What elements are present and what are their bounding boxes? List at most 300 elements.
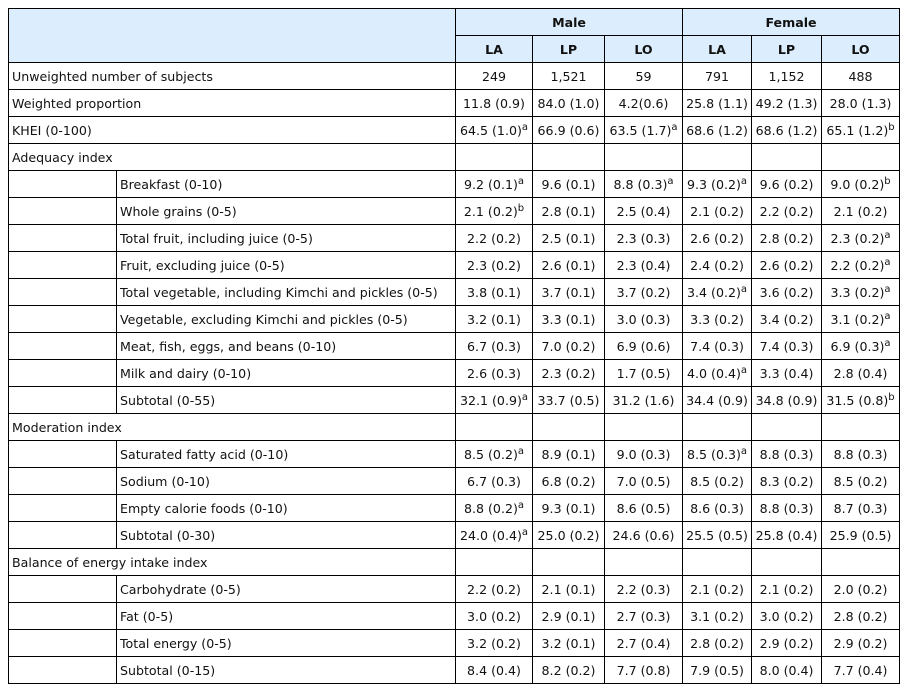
- value-cell: [822, 144, 900, 171]
- indent-cell: [9, 495, 117, 522]
- cell-value: 7.0 (0.2): [541, 338, 596, 354]
- cell-value: 65.1 (1.2): [826, 122, 889, 138]
- cell-value: 8.6 (0.3): [690, 500, 744, 516]
- significance-superscript: a: [517, 175, 525, 187]
- value-cell: [605, 225, 683, 252]
- value-cell: [683, 549, 752, 576]
- value-cell: [456, 522, 533, 549]
- cell-value: 2.3 (0.3): [616, 230, 671, 246]
- cell-value: 3.0 (0.2): [467, 608, 521, 624]
- cell-value: 2.2 (0.2): [467, 230, 521, 246]
- value-cell: [605, 387, 683, 414]
- significance-superscript: a: [740, 175, 748, 187]
- value-cell: [822, 549, 900, 576]
- value-cell: [683, 387, 752, 414]
- cell-value: 4.2(0.6): [618, 95, 669, 111]
- value-cell: [533, 549, 605, 576]
- value-cell: [822, 198, 900, 225]
- value-cell: [752, 306, 822, 333]
- cell-value: 1,521: [550, 68, 587, 84]
- cell-value: 1.7 (0.5): [616, 365, 671, 381]
- value-cell: [683, 441, 752, 468]
- cell-value: 3.1 (0.2): [690, 608, 744, 624]
- section-label: Adequacy index: [9, 144, 456, 171]
- cell-value: 8.8 (0.3): [759, 446, 814, 462]
- value-cell: [456, 387, 533, 414]
- value-cell: [456, 549, 533, 576]
- row-label: KHEI (0-100): [9, 117, 456, 144]
- value-cell: [683, 468, 752, 495]
- cell-value: 2.8 (0.2): [690, 635, 744, 651]
- cell-value: 7.4 (0.3): [690, 338, 744, 354]
- cell-value: 3.2 (0.1): [541, 635, 596, 651]
- table-row: [9, 576, 900, 603]
- significance-superscript: b: [517, 202, 525, 214]
- header-female-lp: LP: [752, 36, 822, 63]
- cell-value: 9.0 (0.2): [830, 176, 885, 192]
- cell-value: 2.2 (0.3): [616, 581, 671, 597]
- significance-superscript: a: [667, 175, 674, 187]
- cell-value: 3.3 (0.4): [759, 365, 814, 381]
- value-cell: [605, 171, 683, 198]
- row-label: Vegetable, excluding Kimchi and pickles (0-5): [117, 306, 456, 333]
- value-cell: [822, 360, 900, 387]
- cell-value: 791: [704, 68, 730, 84]
- indent-cell: [9, 306, 117, 333]
- value-cell: [533, 63, 605, 90]
- indent-cell: [9, 522, 117, 549]
- section-row: [9, 414, 900, 441]
- table-row: [9, 603, 900, 630]
- value-cell: [605, 198, 683, 225]
- value-cell: [533, 657, 605, 684]
- value-cell: [752, 333, 822, 360]
- value-cell: [822, 468, 900, 495]
- cell-value: 249: [481, 68, 507, 84]
- value-cell: [752, 576, 822, 603]
- value-cell: [752, 630, 822, 657]
- row-label: Subtotal (0-30): [117, 522, 456, 549]
- row-label: Whole grains (0-5): [117, 198, 456, 225]
- value-cell: [822, 279, 900, 306]
- value-cell: [752, 144, 822, 171]
- cell-value: 66.9 (0.6): [537, 122, 600, 138]
- value-cell: [605, 360, 683, 387]
- cell-value: 2.0 (0.2): [833, 581, 888, 597]
- cell-value: 2.3 (0.2): [467, 257, 521, 273]
- cell-value: 2.8 (0.4): [833, 365, 888, 381]
- row-label: Unweighted number of subjects: [9, 63, 456, 90]
- cell-value: 6.7 (0.3): [467, 473, 521, 489]
- value-cell: [533, 252, 605, 279]
- cell-value: 2.9 (0.2): [833, 635, 888, 651]
- value-cell: [752, 63, 822, 90]
- table-row: [9, 441, 900, 468]
- cell-value: 2.1 (0.1): [541, 581, 596, 597]
- cell-value: 25.0 (0.2): [537, 527, 600, 543]
- value-cell: [456, 657, 533, 684]
- value-cell: [533, 144, 605, 171]
- value-cell: [752, 468, 822, 495]
- row-label: Subtotal (0-55): [117, 387, 456, 414]
- value-cell: [752, 387, 822, 414]
- value-cell: [683, 90, 752, 117]
- value-cell: [683, 657, 752, 684]
- value-cell: [752, 252, 822, 279]
- cell-value: 8.6 (0.5): [616, 500, 671, 516]
- value-cell: [456, 630, 533, 657]
- value-cell: [822, 90, 900, 117]
- cell-value: 7.9 (0.5): [690, 662, 744, 678]
- indent-cell: [9, 171, 117, 198]
- value-cell: [822, 63, 900, 90]
- cell-value: 3.7 (0.1): [541, 284, 596, 300]
- row-label: Meat, fish, eggs, and beans (0-10): [117, 333, 456, 360]
- value-cell: [456, 225, 533, 252]
- value-cell: [533, 441, 605, 468]
- cell-value: 3.3 (0.1): [541, 311, 596, 327]
- value-cell: [605, 117, 683, 144]
- significance-superscript: a: [521, 391, 529, 403]
- value-cell: [683, 630, 752, 657]
- table-row: [9, 333, 900, 360]
- cell-value: 2.9 (0.2): [759, 635, 814, 651]
- cell-value: 24.6 (0.6): [612, 527, 675, 543]
- cell-value: 3.2 (0.2): [467, 635, 521, 651]
- cell-value: 34.8 (0.9): [755, 392, 818, 408]
- value-cell: [533, 495, 605, 522]
- cell-value: 8.7 (0.3): [833, 500, 888, 516]
- cell-value: 9.6 (0.2): [759, 176, 814, 192]
- cell-value: 84.0 (1.0): [537, 95, 600, 111]
- cell-value: 6.7 (0.3): [467, 338, 521, 354]
- value-cell: [822, 306, 900, 333]
- cell-value: 2.1 (0.2): [833, 203, 888, 219]
- cell-value: 64.5 (1.0): [459, 122, 522, 138]
- value-cell: [752, 414, 822, 441]
- row-label: Total vegetable, including Kimchi and pickles (0-5): [117, 279, 456, 306]
- value-cell: [456, 252, 533, 279]
- cell-value: 6.8 (0.2): [541, 473, 596, 489]
- table-row: [9, 171, 900, 198]
- value-cell: [752, 522, 822, 549]
- value-cell: [605, 630, 683, 657]
- value-cell: [456, 414, 533, 441]
- cell-value: 8.8 (0.3): [759, 500, 814, 516]
- cell-value: 3.0 (0.2): [759, 608, 814, 624]
- table-row: [9, 468, 900, 495]
- value-cell: [822, 333, 900, 360]
- table-row: [9, 360, 900, 387]
- indent-cell: [9, 225, 117, 252]
- cell-value: 2.7 (0.4): [616, 635, 671, 651]
- value-cell: [683, 198, 752, 225]
- value-cell: [822, 252, 900, 279]
- cell-value: 2.7 (0.3): [616, 608, 671, 624]
- table-row: [9, 306, 900, 333]
- value-cell: [683, 252, 752, 279]
- indent-cell: [9, 441, 117, 468]
- value-cell: [533, 279, 605, 306]
- value-cell: [605, 468, 683, 495]
- value-cell: [605, 576, 683, 603]
- header-female-lo: LO: [822, 36, 900, 63]
- indent-cell: [9, 630, 117, 657]
- cell-value: 3.3 (0.2): [690, 311, 744, 327]
- cell-value: 2.2 (0.2): [830, 257, 885, 273]
- cell-value: 25.8 (1.1): [686, 95, 748, 111]
- cell-value: 7.7 (0.8): [616, 662, 671, 678]
- cell-value: 7.0 (0.5): [616, 473, 671, 489]
- cell-value: 3.6 (0.2): [759, 284, 814, 300]
- indent-cell: [9, 657, 117, 684]
- cell-value: 8.4 (0.4): [467, 662, 521, 678]
- row-label: Sodium (0-10): [117, 468, 456, 495]
- value-cell: [533, 225, 605, 252]
- indent-cell: [9, 198, 117, 225]
- cell-value: 2.8 (0.2): [833, 608, 888, 624]
- value-cell: [752, 279, 822, 306]
- value-cell: [822, 657, 900, 684]
- value-cell: [683, 603, 752, 630]
- cell-value: 63.5 (1.7): [609, 122, 672, 138]
- table-row: [9, 90, 900, 117]
- value-cell: [822, 387, 900, 414]
- value-cell: [822, 171, 900, 198]
- significance-superscript: a: [884, 310, 891, 322]
- significance-superscript: b: [888, 121, 895, 133]
- cell-value: 8.2 (0.2): [541, 662, 596, 678]
- row-label: Weighted proportion: [9, 90, 456, 117]
- value-cell: [533, 576, 605, 603]
- header-male-lo: LO: [605, 36, 683, 63]
- cell-value: 31.2 (1.6): [612, 392, 675, 408]
- table-row: [9, 657, 900, 684]
- table-body: [9, 63, 900, 684]
- cell-value: 3.7 (0.2): [616, 284, 671, 300]
- cell-value: 8.5 (0.2): [690, 473, 744, 489]
- cell-value: 2.4 (0.2): [690, 257, 744, 273]
- cell-value: 2.6 (0.3): [467, 365, 521, 381]
- row-label: Saturated fatty acid (0-10): [117, 441, 456, 468]
- significance-superscript: a: [740, 364, 748, 376]
- cell-value: 2.5 (0.4): [616, 203, 671, 219]
- cell-value: 9.2 (0.1): [463, 176, 518, 192]
- value-cell: [456, 360, 533, 387]
- cell-value: 2.3 (0.4): [616, 257, 671, 273]
- value-cell: [605, 306, 683, 333]
- value-cell: [822, 414, 900, 441]
- cell-value: 2.1 (0.2): [759, 581, 814, 597]
- value-cell: [683, 360, 752, 387]
- value-cell: [533, 522, 605, 549]
- value-cell: [822, 117, 900, 144]
- indent-cell: [9, 576, 117, 603]
- value-cell: [752, 90, 822, 117]
- value-cell: [605, 252, 683, 279]
- value-cell: [456, 117, 533, 144]
- value-cell: [683, 333, 752, 360]
- value-cell: [605, 549, 683, 576]
- cell-value: 8.0 (0.4): [759, 662, 814, 678]
- significance-superscript: b: [888, 391, 895, 403]
- row-label: Fat (0-5): [117, 603, 456, 630]
- cell-value: 2.9 (0.1): [541, 608, 596, 624]
- significance-superscript: a: [740, 445, 748, 457]
- cell-value: 3.8 (0.1): [467, 284, 521, 300]
- cell-value: 31.5 (0.8): [826, 392, 889, 408]
- value-cell: [533, 603, 605, 630]
- cell-value: 2.1 (0.2): [463, 203, 518, 219]
- value-cell: [605, 63, 683, 90]
- cell-value: 9.0 (0.3): [616, 446, 671, 462]
- cell-value: 2.6 (0.2): [759, 257, 814, 273]
- value-cell: [683, 306, 752, 333]
- cell-value: 8.8 (0.3): [833, 446, 888, 462]
- cell-value: 8.8 (0.2): [463, 500, 518, 516]
- value-cell: [605, 144, 683, 171]
- significance-superscript: a: [521, 121, 529, 133]
- indent-cell: [9, 279, 117, 306]
- cell-value: 11.8 (0.9): [463, 95, 525, 111]
- value-cell: [605, 414, 683, 441]
- value-cell: [683, 63, 752, 90]
- value-cell: [533, 117, 605, 144]
- cell-value: 9.3 (0.1): [541, 500, 596, 516]
- cell-value: 49.2 (1.3): [755, 95, 818, 111]
- value-cell: [683, 144, 752, 171]
- value-cell: [533, 414, 605, 441]
- header-male-lp: LP: [533, 36, 605, 63]
- value-cell: [752, 360, 822, 387]
- table-row: [9, 63, 900, 90]
- header-group-male: Male: [456, 9, 683, 36]
- value-cell: [533, 630, 605, 657]
- header-female-la: LA: [683, 36, 752, 63]
- value-cell: [533, 171, 605, 198]
- row-label: Carbohydrate (0-5): [117, 576, 456, 603]
- cell-value: 28.0 (1.3): [829, 95, 892, 111]
- cell-value: 488: [848, 68, 873, 84]
- cell-value: 8.9 (0.1): [541, 446, 596, 462]
- indent-cell: [9, 603, 117, 630]
- cell-value: 6.9 (0.6): [616, 338, 671, 354]
- section-row: [9, 549, 900, 576]
- row-label: Fruit, excluding juice (0-5): [117, 252, 456, 279]
- value-cell: [456, 306, 533, 333]
- cell-value: 8.5 (0.3): [687, 446, 741, 462]
- row-label: Milk and dairy (0-10): [117, 360, 456, 387]
- value-cell: [533, 90, 605, 117]
- cell-value: 33.7 (0.5): [537, 392, 600, 408]
- value-cell: [456, 63, 533, 90]
- value-cell: [605, 333, 683, 360]
- value-cell: [456, 333, 533, 360]
- value-cell: [605, 495, 683, 522]
- value-cell: [533, 198, 605, 225]
- value-cell: [456, 198, 533, 225]
- table-row: [9, 279, 900, 306]
- value-cell: [683, 225, 752, 252]
- significance-superscript: a: [884, 283, 891, 295]
- cell-value: 6.9 (0.3): [830, 338, 885, 354]
- indent-cell: [9, 360, 117, 387]
- value-cell: [752, 657, 822, 684]
- value-cell: [533, 468, 605, 495]
- significance-superscript: a: [884, 256, 891, 268]
- value-cell: [605, 90, 683, 117]
- value-cell: [822, 225, 900, 252]
- header-male-la: LA: [456, 36, 533, 63]
- cell-value: 2.6 (0.2): [690, 230, 744, 246]
- table-row: [9, 198, 900, 225]
- value-cell: [683, 171, 752, 198]
- value-cell: [533, 333, 605, 360]
- value-cell: [822, 495, 900, 522]
- header-corner-cell: [9, 9, 456, 63]
- value-cell: [456, 90, 533, 117]
- significance-superscript: a: [740, 283, 748, 295]
- cell-value: 2.3 (0.2): [830, 230, 885, 246]
- value-cell: [533, 360, 605, 387]
- table-row: [9, 117, 900, 144]
- value-cell: [822, 522, 900, 549]
- cell-value: 59: [635, 68, 652, 84]
- row-label: Subtotal (0-15): [117, 657, 456, 684]
- value-cell: [456, 495, 533, 522]
- value-cell: [683, 414, 752, 441]
- cell-value: 2.2 (0.2): [759, 203, 814, 219]
- table-row: [9, 225, 900, 252]
- indent-cell: [9, 468, 117, 495]
- value-cell: [605, 603, 683, 630]
- table-header: [9, 9, 900, 63]
- value-cell: [533, 306, 605, 333]
- value-cell: [752, 495, 822, 522]
- row-label: Total fruit, including juice (0-5): [117, 225, 456, 252]
- value-cell: [822, 603, 900, 630]
- table-row: [9, 252, 900, 279]
- significance-superscript: a: [884, 337, 891, 349]
- cell-value: 2.6 (0.1): [541, 257, 596, 273]
- value-cell: [752, 549, 822, 576]
- cell-value: 4.0 (0.4): [687, 365, 741, 381]
- significance-superscript: a: [884, 229, 891, 241]
- value-cell: [683, 522, 752, 549]
- value-cell: [456, 468, 533, 495]
- value-cell: [683, 495, 752, 522]
- cell-value: 34.4 (0.9): [686, 392, 748, 408]
- value-cell: [752, 441, 822, 468]
- header-group-row: [9, 9, 900, 36]
- value-cell: [752, 198, 822, 225]
- cell-value: 7.7 (0.4): [833, 662, 888, 678]
- cell-value: 3.0 (0.3): [616, 311, 671, 327]
- cell-value: 3.3 (0.2): [830, 284, 885, 300]
- row-label: Total energy (0-5): [117, 630, 456, 657]
- indent-cell: [9, 252, 117, 279]
- section-label: Moderation index: [9, 414, 456, 441]
- cell-value: 8.8 (0.3): [613, 176, 668, 192]
- value-cell: [456, 279, 533, 306]
- significance-superscript: a: [517, 499, 525, 511]
- section-label: Balance of energy intake index: [9, 549, 456, 576]
- cell-value: 25.8 (0.4): [755, 527, 818, 543]
- row-label: Breakfast (0-10): [117, 171, 456, 198]
- value-cell: [605, 522, 683, 549]
- value-cell: [752, 171, 822, 198]
- value-cell: [752, 603, 822, 630]
